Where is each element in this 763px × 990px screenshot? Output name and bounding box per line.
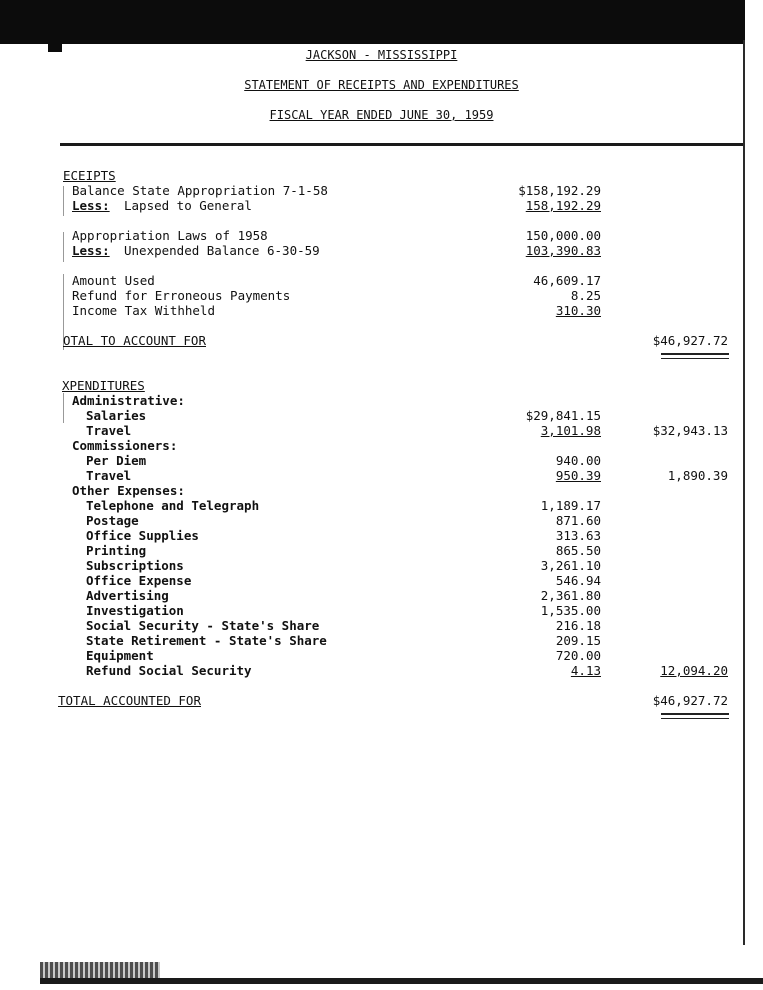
expenditures-heading: XPENDITURES (62, 378, 145, 393)
expense-amount: 1,535.00 (540, 603, 601, 618)
expense-row (0, 423, 763, 439)
scan-bottom-bar (40, 978, 763, 984)
less-prefix: Less: (72, 243, 110, 258)
total-to-account-amount: $46,927.72 (652, 333, 728, 348)
expense-amount: 209.15 (555, 633, 601, 648)
expense-amount: 216.18 (555, 618, 601, 633)
receipt-row (0, 198, 763, 214)
receipt-row (0, 288, 763, 304)
expense-amount: 3,261.10 (540, 558, 601, 573)
category-total: 12,094.20 (660, 663, 728, 678)
receipt-amount: $158,192.29 (518, 183, 601, 198)
receipt-label: Balance State Appropriation 7-1-58 (72, 183, 328, 198)
expense-label: Social Security - State's Share (86, 618, 320, 633)
expense-amount: 546.94 (555, 573, 601, 588)
expense-amount: 1,189.17 (540, 498, 601, 513)
receipt-label: Income Tax Withheld (72, 303, 215, 318)
receipt-row (0, 303, 763, 319)
expense-label: Printing (86, 543, 147, 558)
receipt-row (0, 273, 763, 289)
receipts-heading: ECEIPTS (63, 168, 116, 183)
expense-row (0, 603, 763, 619)
expense-amount: 720.00 (555, 648, 601, 663)
expense-label: State Retirement - State's Share (86, 633, 327, 648)
expense-row (0, 588, 763, 604)
header-title: STATEMENT OF RECEIPTS AND EXPENDITURES (244, 78, 519, 92)
expense-label: Equipment (86, 648, 154, 663)
expense-label: Postage (86, 513, 139, 528)
category-label: Other Expenses: (72, 483, 185, 498)
expense-label: Salaries (86, 408, 147, 423)
expense-label: Office Expense (86, 573, 192, 588)
receipt-amount: 46,609.17 (533, 273, 601, 288)
receipts-heading-row (0, 168, 763, 184)
total-accounted-label: TOTAL ACCOUNTED FOR (58, 693, 201, 708)
expense-row (0, 453, 763, 469)
expense-row (0, 618, 763, 634)
receipt-label: Lapsed to General (124, 198, 252, 213)
expense-row (0, 528, 763, 544)
expense-label: Refund Social Security (86, 663, 252, 678)
category-row (0, 438, 763, 454)
less-prefix: Less: (72, 198, 110, 213)
expense-label: Per Diem (86, 453, 147, 468)
expense-row (0, 468, 763, 484)
total-row (0, 333, 763, 349)
expense-label: Travel (86, 423, 132, 438)
expense-label: Telephone and Telegraph (86, 498, 260, 513)
category-row (0, 393, 763, 409)
receipt-amount: 310.30 (555, 303, 601, 318)
expense-label: Investigation (86, 603, 184, 618)
receipt-label: Amount Used (72, 273, 155, 288)
expense-label: Travel (86, 468, 132, 483)
header-rule (60, 143, 743, 146)
expense-row (0, 408, 763, 424)
receipt-label: Refund for Erroneous Payments (72, 288, 291, 303)
header-city: JACKSON - MISSISSIPPI (305, 48, 458, 62)
receipt-amount: 150,000.00 (525, 228, 601, 243)
expense-amount: 940.00 (555, 453, 601, 468)
header-fiscal-year: FISCAL YEAR ENDED JUNE 30, 1959 (269, 108, 494, 122)
total-to-account-label: OTAL TO ACCOUNT FOR (63, 333, 206, 348)
category-label: Administrative: (72, 393, 185, 408)
expenditures-heading-row (0, 378, 763, 394)
expense-amount: 871.60 (555, 513, 601, 528)
receipt-label: Appropriation Laws of 1958 (72, 228, 268, 243)
expense-label: Advertising (86, 588, 169, 603)
category-total: 1,890.39 (667, 468, 728, 483)
scan-top-tab (48, 0, 62, 52)
double-underline (661, 353, 729, 359)
category-total: $32,943.13 (652, 423, 728, 438)
expense-row (0, 663, 763, 679)
expense-row (0, 498, 763, 514)
receipt-amount: 8.25 (570, 288, 601, 303)
expense-amount: 950.39 (555, 468, 601, 483)
scan-top-bar (0, 0, 745, 44)
total-accounted-amount: $46,927.72 (652, 693, 728, 708)
receipt-row (0, 243, 763, 259)
expense-amount: $29,841.15 (525, 408, 601, 423)
expense-row (0, 633, 763, 649)
expense-amount: 313.63 (555, 528, 601, 543)
receipt-row (0, 183, 763, 199)
expense-row (0, 648, 763, 664)
category-row (0, 483, 763, 499)
expense-row (0, 558, 763, 574)
expense-label: Subscriptions (86, 558, 184, 573)
expense-label: Office Supplies (86, 528, 199, 543)
receipt-amount: 158,192.29 (525, 198, 601, 213)
receipt-row (0, 228, 763, 244)
total-row (0, 693, 763, 709)
expense-amount: 865.50 (555, 543, 601, 558)
double-underline (661, 713, 729, 719)
expense-amount: 4.13 (570, 663, 601, 678)
expense-row (0, 543, 763, 559)
expense-row (0, 573, 763, 589)
receipt-label: Unexpended Balance 6-30-59 (124, 243, 320, 258)
category-label: Commissioners: (72, 438, 178, 453)
expense-row (0, 513, 763, 529)
expense-amount: 2,361.80 (540, 588, 601, 603)
receipt-amount: 103,390.83 (525, 243, 601, 258)
expense-amount: 3,101.98 (540, 423, 601, 438)
